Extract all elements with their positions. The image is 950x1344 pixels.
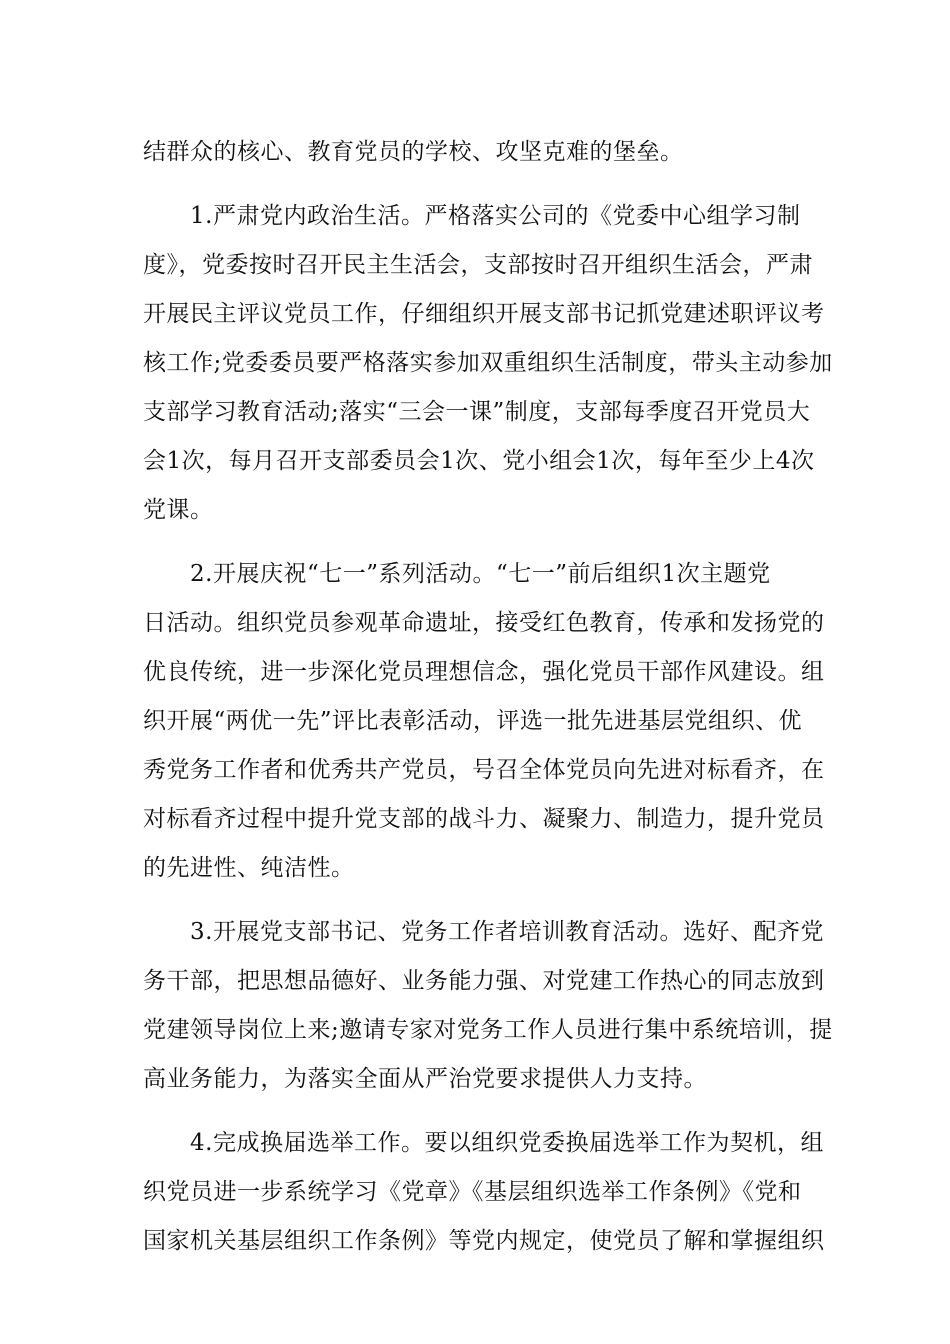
- text-line: 务干部，把思想品德好、业务能力强、对党建工作热心的同志放到: [143, 968, 825, 994]
- paragraph-item-3: [143, 908, 833, 1104]
- document-body: [143, 128, 833, 1266]
- paragraph-item-2: [143, 550, 825, 893]
- text-line: 对标看齐过程中提升党支部的战斗力、凝聚力、制造力，提升党员: [143, 806, 825, 832]
- text-line: 党建领导岗位上来;邀请专家对党务工作人员进行集中系统培训，提: [143, 1017, 833, 1043]
- text-line: 优良传统，进一步深化党员理想信念，强化党员干部作风建设。组: [143, 659, 825, 685]
- text-line: 2.开展庆祝“七一”系列活动。“七一”前后组织1次主题党: [190, 561, 771, 587]
- text-line: 秀党务工作者和优秀共产党员，号召全体党员向先进对标看齐，在: [143, 757, 825, 783]
- text-line: 的先进性、纯洁性。: [143, 855, 355, 881]
- text-line: 3.开展党支部书记、党务工作者培训教育活动。选好、配齐党: [190, 919, 824, 945]
- paragraph-item-4: [143, 1119, 825, 1266]
- paragraph-continuation: [143, 128, 813, 177]
- paragraph-item-1: [143, 192, 833, 535]
- text-line: 开展民主评议党员工作，仔细组织开展支部书记抓党建述职评议考: [143, 301, 825, 327]
- text-line: 1.严肃党内政治生活。严格落实公司的《党委中心组学习制: [190, 203, 801, 229]
- text-line: 核工作;党委委员要严格落实参加双重组织生活制度，带头主动参加: [143, 350, 833, 376]
- text-line: 4.完成换届选举工作。要以组织党委换届选举工作为契机，组: [190, 1130, 824, 1156]
- text-line: 党课。: [143, 497, 214, 523]
- text-line: 结群众的核心、教育党员的学校、攻坚克难的堡垒。: [143, 139, 684, 165]
- text-line: 会1次，每月召开支部委员会1次、党小组会1次，每年至少上4次: [143, 448, 815, 474]
- text-line: 国家机关基层组织工作条例》等党内规定，使党员了解和掌握组织: [143, 1228, 825, 1254]
- text-line: 织开展“两优一先”评比表彰活动，评选一批先进基层党组织、优: [143, 708, 803, 734]
- text-line: 度》，党委按时召开民主生活会，支部按时召开组织生活会，严肃: [143, 252, 813, 278]
- text-line: 织党员进一步系统学习《党章》《基层组织选举工作条例》《党和: [143, 1179, 802, 1205]
- text-line: 高业务能力，为落实全面从严治党要求提供人力支持。: [143, 1066, 707, 1092]
- text-line: 支部学习教育活动;落实“三会一课”制度，支部每季度召开党员大: [143, 399, 811, 425]
- text-line: 日活动。组织党员参观革命遗址，接受红色教育，传承和发扬党的: [143, 610, 825, 636]
